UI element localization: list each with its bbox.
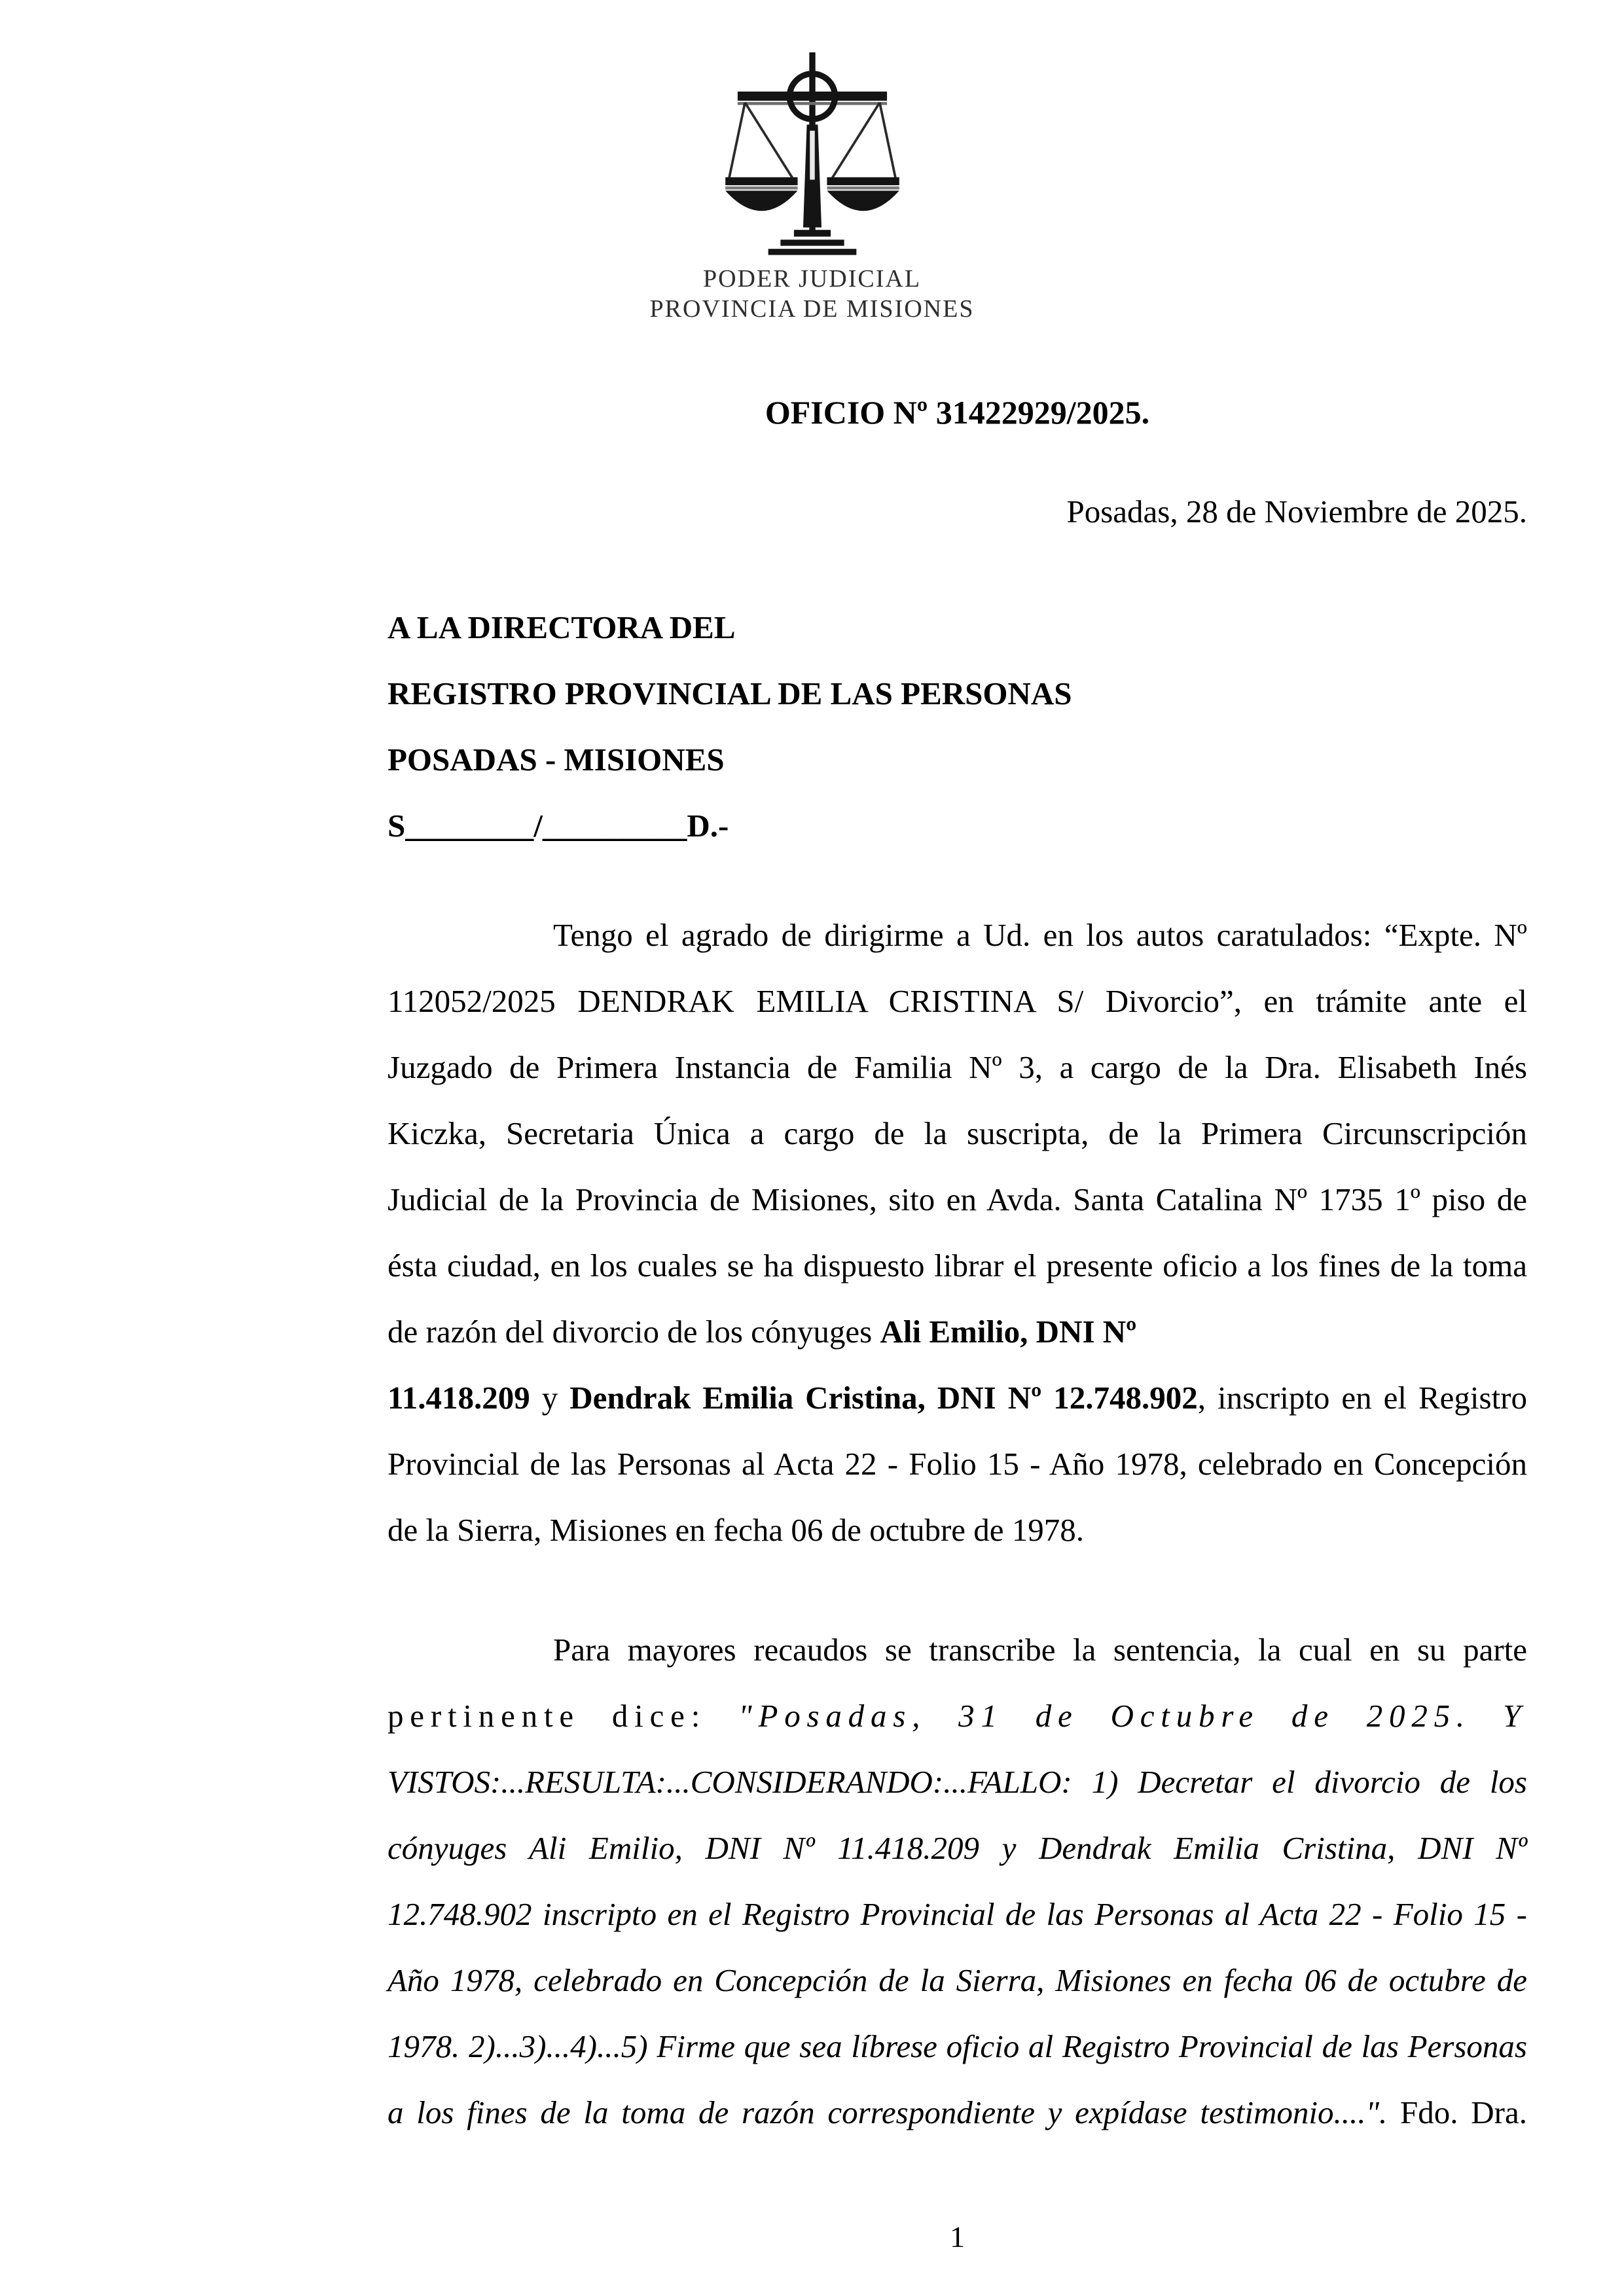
p1-line-1: Tengo el agrado de dirigirme a Ud. en los autos caratulados: “Expte. Nº [553,917,1527,953]
p2-line-7: 1978. 2)...3)...4)...5) Firme que sea líbrese oficio al Registro Provincial de las Personas [388,2028,1527,2064]
scales-of-justice-icon [714,52,911,260]
oficio-title: OFICIO Nº 31422929/2025. [765,394,1150,431]
p1-line-8-text: , inscripto en el Registro [1197,1380,1527,1416]
page-number: 1 [950,2220,965,2253]
p1-line-2: 112052/2025 DENDRAK EMILIA CRISTINA S/ Divorcio”, en trámite ante el [388,983,1527,1019]
p1-line-10: de la Sierra, Misiones en fecha 06 de octubre de 1978. [388,1512,1085,1548]
p2-line-8 [388,2079,1527,2145]
p2-line-4: cónyuges Ali Emilio, DNI Nº 11.418.209 y Dendrak Emilia Cristina, DNI Nº [388,1830,1527,1866]
p1-line-8-bold-dni: 11.418.209 [388,1380,530,1416]
recipient-block [388,594,1527,859]
p2-line-2-quote-start: "Posadas, 31 de Octubre de 2025. Y [738,1698,1528,1734]
p2-line-2 [388,1683,1527,1749]
p1-line-8-conj: y [530,1380,570,1416]
p1-line-7-bold-name: Ali Emilio, DNI Nº [880,1314,1137,1350]
recipient-line-3: POSADAS - MISIONES [388,742,725,778]
p1-line-9: Provincial de las Personas al Acta 22 - Folio 15 - Año 1978, celebrado en Concepción [388,1446,1527,1482]
recipient-line-1: A LA DIRECTORA DEL [388,609,736,645]
p1-line-8 [388,1365,1527,1431]
p2-line-1: Para mayores recaudos se transcribe la sentencia, la cual en su parte [553,1632,1527,1668]
logo-caption-line1: PODER JUDICIAL [702,265,922,293]
logo-caption-line2: PROVINCIA DE MISIONES [649,295,975,323]
p2-line-6: Año 1978, celebrado en Concepción de la Sierra, Misiones en fecha 06 de octubre de [388,1962,1527,1998]
p2-line-3: VISTOS:...RESULTA:...CONSIDERANDO:...FALLO: 1) Decretar el divorcio de los [388,1764,1527,1800]
p1-line-3: Juzgado de Primera Instancia de Familia Nº 3, a cargo de la Dra. Elisabeth Inés [388,1049,1527,1085]
body-paragraph-2 [388,1617,1527,2145]
p1-line-7-text: de razón del divorcio de los cónyuges [388,1314,880,1350]
p2-line-5: 12.748.902 inscripto en el Registro Provincial de las Personas al Acta 22 - Folio 15 - [388,1896,1527,1932]
body-paragraph-1 [388,902,1527,1563]
recipient-salutation-line: S________/_________D.- [388,808,729,844]
date-line: Posadas, 28 de Noviembre de 2025. [1066,493,1527,529]
p2-line-2-intro: pertinente dice: [388,1698,739,1734]
p1-line-8-bold-name: Dendrak Emilia Cristina, DNI Nº 12.748.902 [569,1380,1198,1416]
p1-line-4: Kiczka, Secretaria Única a cargo de la suscripta, de la Primera Circunscripción [388,1115,1527,1151]
p1-line-5: Judicial de la Provincia de Misiones, sito en Avda. Santa Catalina Nº 1735 1º piso de [388,1181,1527,1217]
p1-line-7 [388,1299,1527,1365]
recipient-line-2: REGISTRO PROVINCIAL DE LAS PERSONAS [388,675,1072,711]
judicial-logo [609,52,1015,324]
p2-line-8-quote-end: a los fines de la toma de razón correspondiente y expídase testimonio....". [388,2094,1401,2130]
p2-line-8-signed: Fdo. Dra. [1400,2094,1527,2130]
p1-line-6: ésta ciudad, en los cuales se ha dispuesto librar el presente oficio a los fines de la toma [388,1247,1527,1283]
